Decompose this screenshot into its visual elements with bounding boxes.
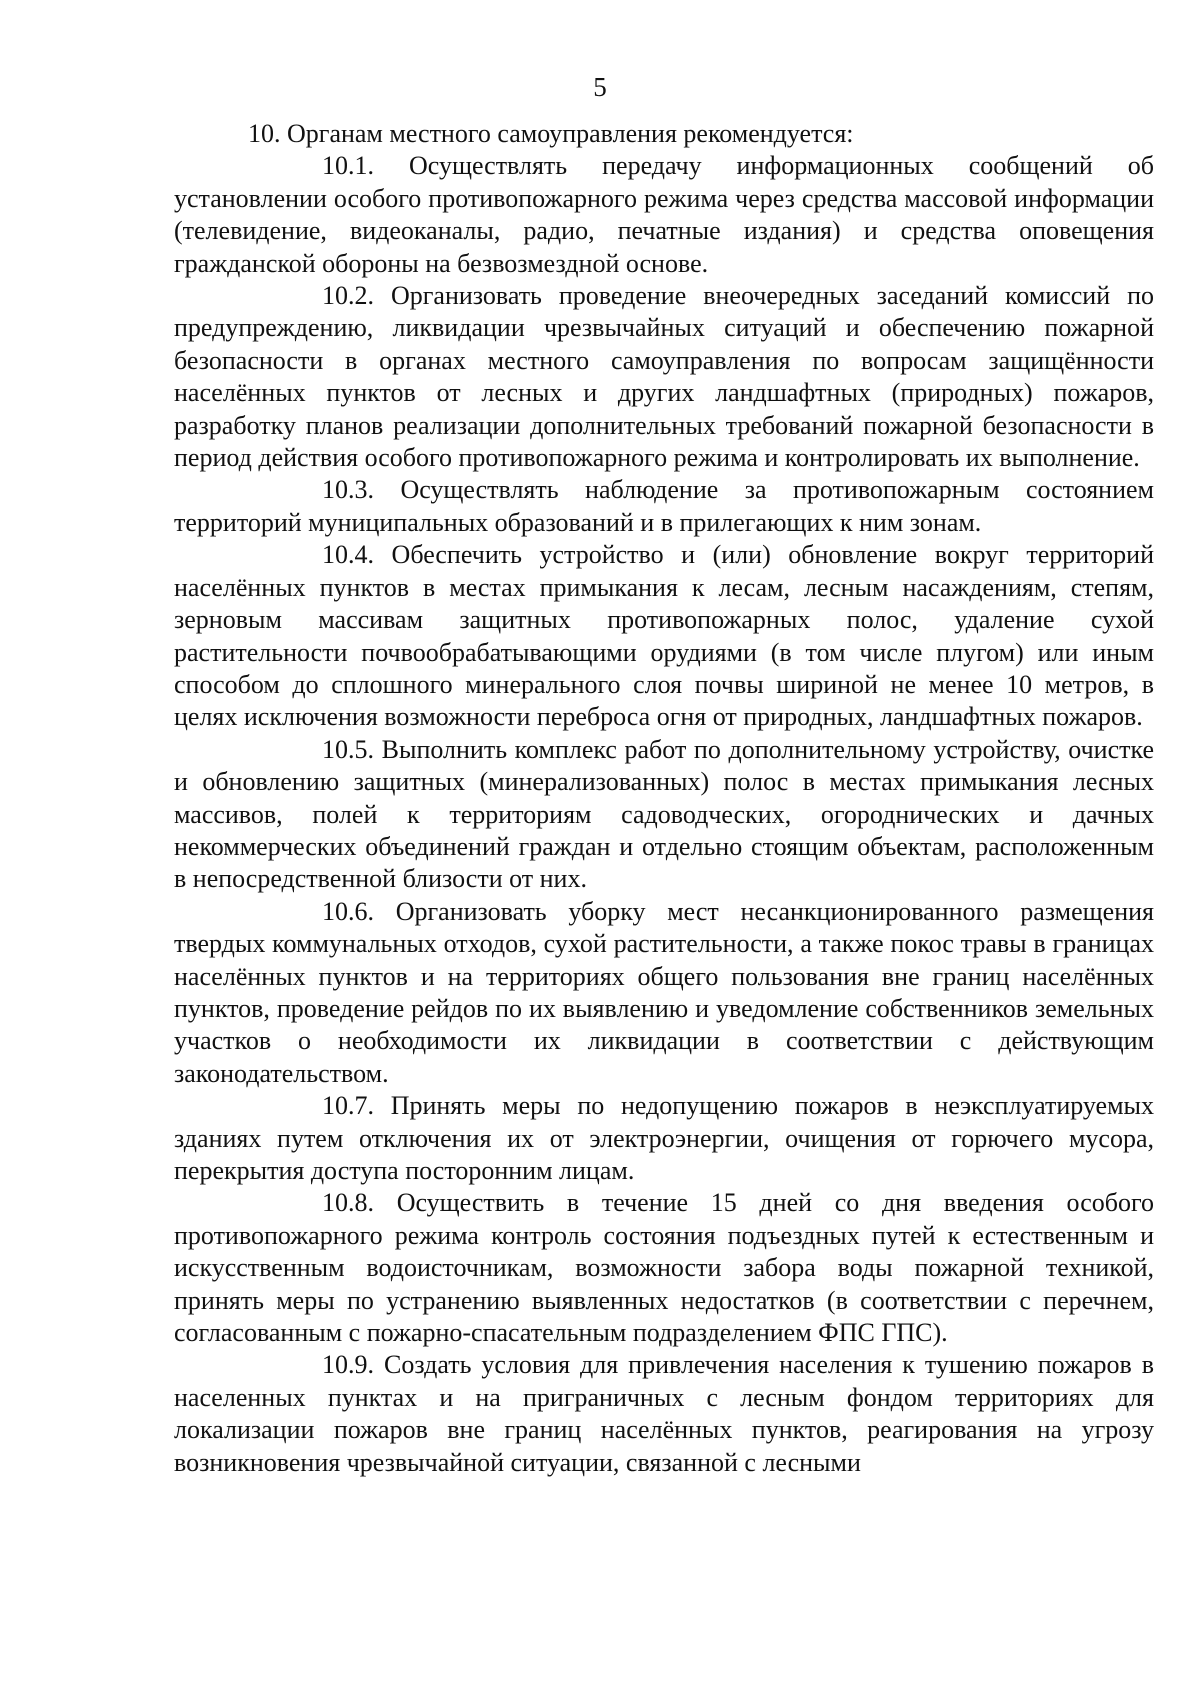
- paragraph-number: 10.7.: [322, 1091, 374, 1121]
- paragraph-10: [174, 118, 1154, 150]
- paragraph-text: Организовать проведение внеочередных заседаний комиссий по предупреждению, ликвидации чрезвычайных ситуаций и обеспечению пожарной безопасности в органах местного самоуправления по вопросам защищённости населённых пунктов от лесных и других ландшафтных (природных) пожаров, разработку планов реализации дополнительных требований пожарной безопасности в период действия особого противопожарного режима и контролировать их выполнение.: [174, 281, 1154, 473]
- paragraph-text: Организовать уборку мест несанкционированного размещения твердых коммунальных отходов, сухой растительности, а также покос травы в границах населённых пунктов и на территориях общего пользования вне границ населённых пунктов, проведение рейдов по их выявлению и уведомление собственников земельных участков о необходимости их ликвидации в соответствии с действующим законодательством.: [174, 896, 1154, 1088]
- paragraph-number: 10.4.: [322, 540, 374, 570]
- paragraph-number: 10.3.: [322, 475, 374, 505]
- paragraph-text: 10. Органам местного самоуправления рекомендуется:: [248, 119, 854, 148]
- paragraph-10-8: [174, 1187, 1154, 1349]
- paragraph-text: Осуществить в течение 15 дней со дня введения особого противопожарного режима контроль состояния подъездных путей к естественным и искусственным водоисточникам, возможности забора воды пожарной техникой, принять меры по устранению выявленных недостатков (в соответствии с перечнем, согласованным с пожарно-спасательным подразделением ФПС ГПС).: [174, 1188, 1154, 1348]
- paragraph-text: Выполнить комплекс работ по дополнительному устройству, очистке и обновлению защитных (минерализованных) полос в местах примыкания лесных массивов, полей к территориям садоводческих, огороднических и дачных некоммерческих объединений граждан и отдельно стоящим объектам, расположенным в непосредственной близости от них.: [174, 734, 1155, 894]
- paragraph-number: 10.9.: [322, 1350, 374, 1380]
- paragraph-10-6: [174, 896, 1154, 1090]
- paragraph-text: Осуществлять наблюдение за противопожарным состоянием территорий муниципальных образований и в прилегающих к ним зонам.: [174, 475, 1154, 537]
- paragraph-text: Обеспечить устройство и (или) обновление вокруг территорий населённых пунктов в местах примыкания к лесам, лесным насаждениям, степям, зерновым массивам защитных противопожарных полос, удаление сухой растительности почвообрабатывающими орудиями (в том числе плугом) или иным способом до сплошного минерального слоя почвы шириной не менее 10 метров, в целях исключения возможности переброса огня от природных, ландшафтных пожаров.: [174, 540, 1155, 732]
- paragraph-10-4: [174, 539, 1154, 733]
- paragraph-number: 10.5.: [322, 734, 374, 764]
- paragraph-number: 10.6.: [322, 896, 374, 926]
- paragraph-number: 10.2.: [322, 281, 374, 311]
- paragraph-10-3: [174, 474, 1154, 539]
- paragraph-text: Осуществлять передачу информационных сообщений об установлении особого противопожарного режима через средства массовой информации (телевидение, видеоканалы, радио, печатные издания) и средства оповещения гражданской обороны на безвозмездной основе.: [174, 151, 1154, 278]
- paragraph-number: 10.8.: [322, 1188, 374, 1218]
- paragraph-10-1: [174, 150, 1154, 280]
- paragraph-text: Создать условия для привлечения населения к тушению пожаров в населенных пунктах и на приграничных с лесным фондом территориях для локализации пожаров вне границ населённых пунктов, реагирования на угрозу возникновения чрезвычайной ситуации, связанной с лесными: [174, 1350, 1155, 1477]
- page-number: 5: [593, 72, 607, 102]
- paragraph-text: Принять меры по недопущению пожаров в неэксплуатируемых зданиях путем отключения их от электроэнергии, очищения от горючего мусора, перекрытия доступа посторонним лицам.: [174, 1091, 1155, 1185]
- paragraph-10-7: [174, 1090, 1154, 1187]
- paragraph-10-9: [174, 1349, 1154, 1479]
- paragraph-number: 10.1.: [322, 151, 374, 181]
- paragraph-10-5: [174, 734, 1154, 896]
- paragraph-10-2: [174, 280, 1154, 474]
- document-body: [174, 118, 1154, 1479]
